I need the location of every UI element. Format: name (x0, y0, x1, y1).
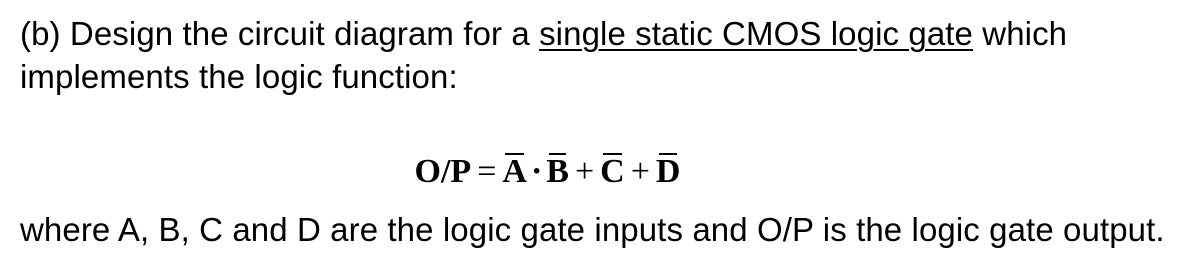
and-operator: · (530, 153, 543, 190)
or-operator: + (630, 153, 650, 190)
input-a-complement: A (502, 148, 527, 194)
underlined-phrase: single static CMOS logic gate (539, 15, 973, 52)
equation-lhs: O/P (414, 153, 472, 190)
question-line-3: where A, B, C and D are the logic gate inputs and O/P is the logic gate output. (20, 211, 1165, 248)
logic-function-equation (0, 148, 1095, 194)
input-c-complement: C (600, 148, 625, 194)
input-d-complement: D (656, 148, 681, 194)
question-text-part: (b) Design the circuit diagram for a (20, 15, 540, 52)
question-line-1 (20, 14, 1067, 54)
or-operator: + (574, 153, 595, 190)
equals-sign: = (477, 153, 497, 190)
input-b-complement: B (546, 148, 569, 194)
question-text-part: which (973, 15, 1068, 52)
question-line-2: implements the logic function: (20, 58, 458, 95)
